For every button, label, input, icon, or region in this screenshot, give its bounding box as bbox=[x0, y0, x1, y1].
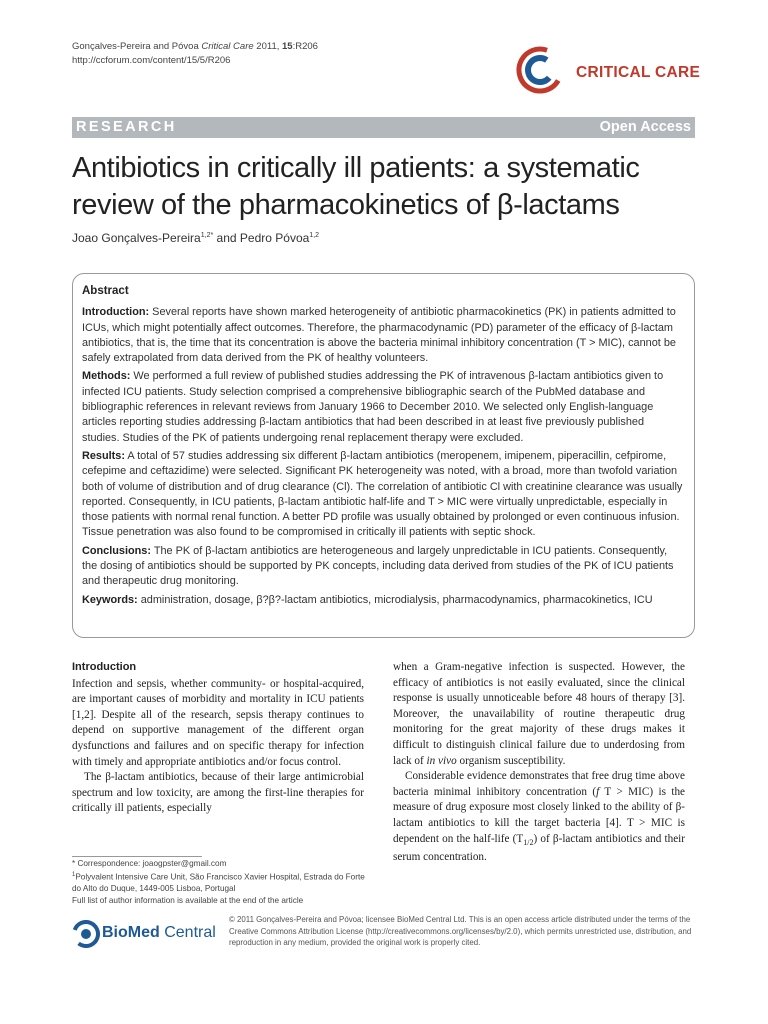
publisher-bold: BioMed bbox=[102, 924, 160, 941]
citation-block bbox=[72, 40, 318, 68]
section-banner bbox=[72, 117, 695, 138]
affiliation-text: Polyvalent Intensive Care Unit, São Francisco Xavier Hospital, Estrada do Forte do Alto do Duque, 1449-005 Lisboa, Portugal bbox=[72, 872, 365, 893]
affiliation bbox=[72, 870, 372, 895]
abstract-box bbox=[72, 273, 695, 638]
author-2-affiliation: 1,2 bbox=[309, 232, 320, 239]
license-text: © 2011 Gonçalves-Pereira and Póvoa; licensee BioMed Central Ltd. This is an open access article distributed under the terms of the Creative Commons Attribution License (http://creativecommons.org/licenses/by/2.0), which permits unrestricted use, distribution, and reproduction in any medium, provided the original work is properly cited. bbox=[229, 915, 692, 948]
body-text: organism susceptibility. bbox=[456, 754, 566, 767]
citation-article: :R206 bbox=[292, 41, 318, 52]
biomed-central-logo bbox=[72, 918, 222, 952]
abstract-heading: Abstract bbox=[82, 285, 129, 297]
body-left-column bbox=[72, 660, 364, 817]
abstract-label: Introduction: bbox=[82, 306, 150, 319]
citation-line bbox=[72, 40, 318, 54]
abstract-introduction bbox=[82, 305, 684, 366]
footnote bbox=[72, 858, 372, 906]
abstract-text: A total of 57 studies addressing six different β-lactam antibiotics (meropenem, imipenem, piperacillin, cefpirome, cefepime and ceftazidime) were selected. Significant PK heterogeneity was noted, with a broad, more than twofold variation both of volume of distribution and of drug clearance (Cl). The correlation of antibiotic Cl with creatinine clearance was usually reported. Consequently, in ICU patients, β-lactam antibiotic half-life and T > MIC were virtually unpredictable, especially in those patients with normal renal function. A better PD profile was usually obtained by prolonged or even continuous infusion. Tissue penetration was also found to be compromised in critically ill patients with septic shock. bbox=[82, 449, 683, 539]
open-access-label: Open Access bbox=[599, 119, 691, 135]
citation-authors: Gonçalves-Pereira and Póvoa bbox=[72, 41, 199, 52]
abstract-label: Conclusions: bbox=[82, 544, 151, 557]
author-line bbox=[72, 231, 319, 245]
abstract-text: Several reports have shown marked heterogeneity of antibiotic pharmacokinetics (PK) in patients admitted to ICUs, which might potentially affect outcomes. Therefore, the pharmacodynamic (PD) parameter of the efficacy of β-lactam antibiotics, that is, the time that its concentration is above the bacteria minimal inhibitory concentration (T > MIC), cannot be safely extrapolated from data derived from the PK of healthy volunteers. bbox=[82, 306, 676, 365]
body-subscript: 1/2 bbox=[523, 837, 534, 847]
introduction-heading: Introduction bbox=[72, 661, 137, 673]
correspondence: * Correspondence: joaogpster@gmail.com bbox=[72, 859, 227, 868]
article-url[interactable]: http://ccforum.com/content/15/5/R206 bbox=[72, 55, 231, 66]
journal-logo bbox=[516, 50, 706, 94]
body-paragraph bbox=[393, 769, 685, 866]
author-1-affiliation: 1,2* bbox=[200, 232, 214, 239]
body-right-column bbox=[393, 660, 685, 866]
body-text: T > MIC) is the measure of drug exposure most closely linked to the ability of β-lactam antibiotics to kill the target bacteria [4]. T > MIC is dependent on the half-life (T bbox=[393, 785, 686, 845]
body-paragraph: Infection and sepsis, whether community- or hospital-acquired, are important causes of morbidity and mortality in ICU patients [1,2]. Despite all of the research, sepsis therapy continues to depend on supportive management of the different organ dysfunctions and failures and on specific therapy for infection with timely and appropriate antibiotics and/or focus control. bbox=[72, 677, 364, 768]
author-info-note: Full list of author information is available at the end of the article bbox=[72, 895, 304, 905]
journal-logo-text: CRITICAL CARE bbox=[576, 64, 701, 81]
abstract-text: administration, dosage, β?β?-lactam antibiotics, microdialysis, pharmacodynamics, pharmacokinetics, ICU bbox=[137, 593, 653, 606]
footnote-divider bbox=[72, 856, 202, 857]
abstract-methods bbox=[82, 369, 684, 445]
abstract-label: Methods: bbox=[82, 370, 131, 383]
body-italic: in vivo bbox=[426, 754, 457, 767]
body-text: ) of β-lactam antibiotics and their serum concentration. bbox=[393, 832, 685, 864]
abstract-text: We performed a full review of published studies addressing the PK of intravenous β-lactam antibiotics given to infected ICU patients. Study selection comprised a comprehensive bibliographic search of the PubMed database and bibliographic references in relevant reviews from January 1966 to December 2010. We selected only English-language articles reporting studies addressing β-lactam antibiotics that had been described in at least five previously published studies. Studies of the PK of patients undergoing renal replacement therapy were excluded. bbox=[82, 370, 664, 444]
body-paragraph bbox=[393, 660, 685, 769]
abstract-label: Keywords: bbox=[82, 593, 138, 606]
abstract-conclusions bbox=[82, 544, 684, 590]
article-title: Antibiotics in critically ill patients: a systematic review of the pharmacokinetics of β-lactams bbox=[72, 152, 640, 221]
critical-care-logo-icon bbox=[516, 46, 566, 96]
abstract-text: The PK of β-lactam antibiotics are heterogeneous and largely unpredictable in ICU patients. Consequently, the dosing of antibiotics should be supported by PK concepts, including data derived from studies of the PK of ICU patients and therapeutic drug monitoring. bbox=[82, 544, 674, 588]
body-text: Considerable evidence demonstrates that free drug time above bacteria minimal inhibitory concentration ( bbox=[393, 770, 685, 798]
citation-journal: Critical Care bbox=[201, 41, 254, 52]
citation-volume: 15 bbox=[282, 41, 293, 52]
abstract-keywords bbox=[82, 593, 684, 608]
citation-year: 2011, bbox=[253, 41, 283, 52]
abstract-label: Results: bbox=[82, 449, 125, 462]
body-italic: f bbox=[596, 785, 600, 798]
author-and: and bbox=[213, 231, 240, 245]
section-label: RESEARCH bbox=[76, 119, 177, 135]
biomed-central-logo-icon bbox=[72, 920, 100, 948]
body-text: when a Gram-negative infection is suspected. However, the efficacy of antibiotics is not easily evaluated, since the clinical response is usually unnoticeable before 48 hours of therapy [3]. Moreover, the unavailability of routine therapeutic drug monitoring for the great majority of these drugs makes it difficult to distinguish clinical failure due to underdosing from lack of bbox=[393, 661, 685, 767]
abstract-results bbox=[82, 449, 684, 541]
affiliation-number: 1 bbox=[72, 871, 76, 878]
author-2[interactable]: Pedro Póvoa bbox=[239, 231, 310, 245]
publisher-name bbox=[102, 924, 216, 942]
publisher-rest: Central bbox=[159, 924, 216, 941]
author-1[interactable]: Joao Gonçalves-Pereira bbox=[72, 231, 201, 245]
body-paragraph: The β-lactam antibiotics, because of their large antimicrobial spectrum and low toxicity, are among the first-line therapies for critically ill patients, especially bbox=[72, 771, 364, 815]
